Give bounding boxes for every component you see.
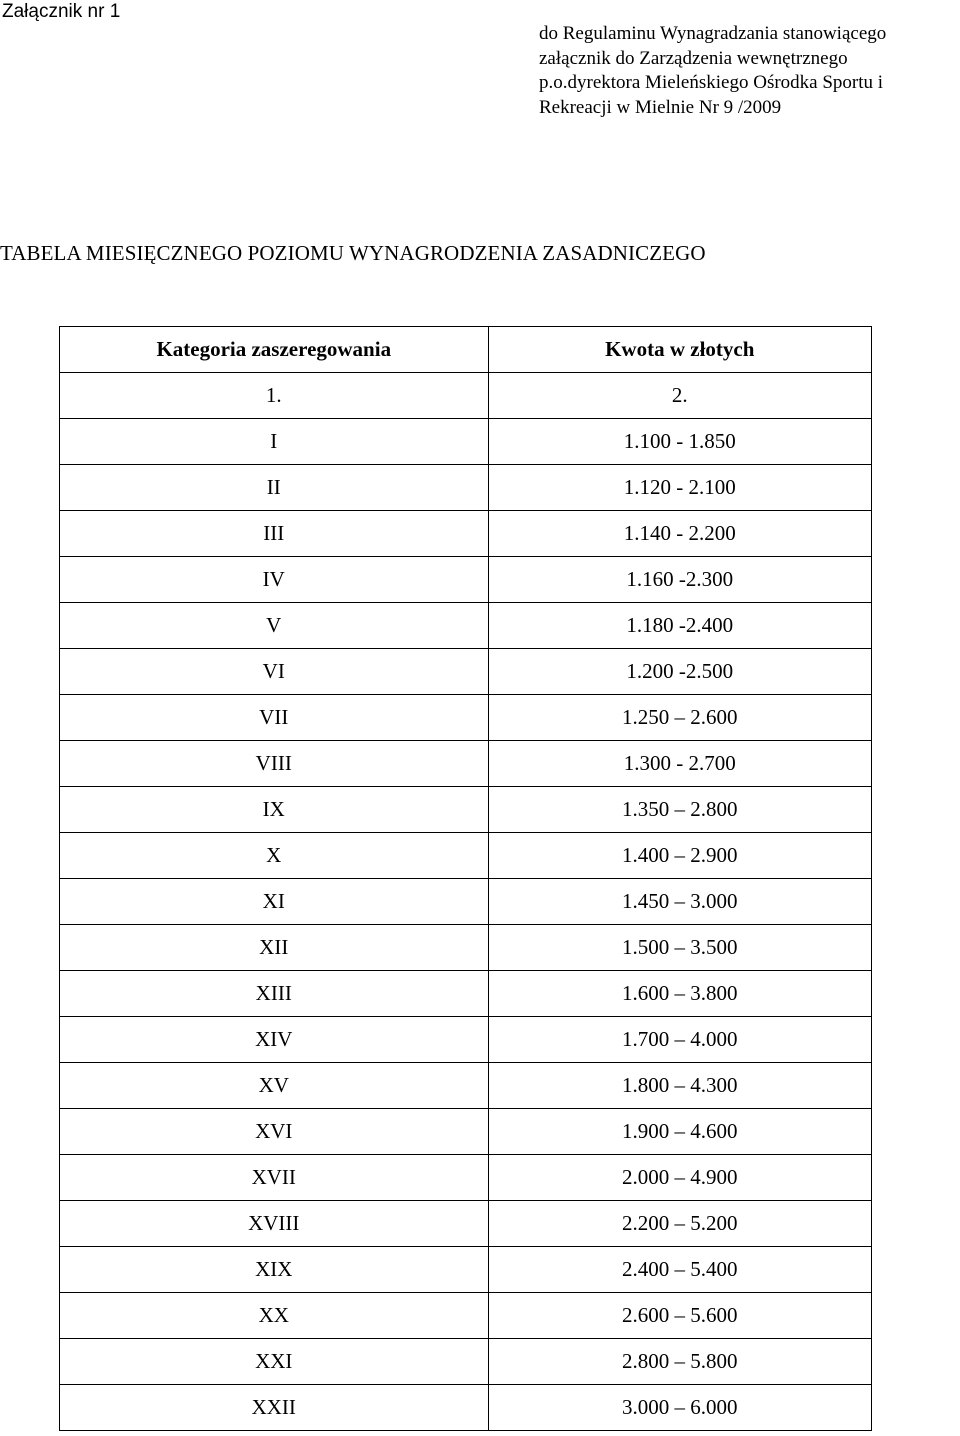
table-head [60, 327, 872, 419]
amount-range-cell: 2.600 – 5.600 [488, 1293, 871, 1339]
amount-range-cell: 1.350 – 2.800 [488, 787, 871, 833]
amount-range-cell: 3.000 – 6.000 [488, 1385, 871, 1431]
table-row [60, 1201, 872, 1247]
category-cell: XXI [60, 1339, 489, 1385]
table-row [60, 1063, 872, 1109]
category-cell: VIII [60, 741, 489, 787]
table-row [60, 1155, 872, 1201]
amount-column-number: 2. [488, 373, 871, 419]
amount-range-cell: 1.200 -2.500 [488, 649, 871, 695]
amount-range-cell: 2.800 – 5.800 [488, 1339, 871, 1385]
category-cell: XIII [60, 971, 489, 1017]
table-row [60, 1017, 872, 1063]
category-cell: I [60, 419, 489, 465]
amount-range-cell: 1.500 – 3.500 [488, 925, 871, 971]
table-row [60, 787, 872, 833]
category-cell: III [60, 511, 489, 557]
category-cell: XVI [60, 1109, 489, 1155]
table-row [60, 1339, 872, 1385]
amount-range-cell: 2.200 – 5.200 [488, 1201, 871, 1247]
table-row [60, 879, 872, 925]
amount-range-cell: 1.400 – 2.900 [488, 833, 871, 879]
table-body [60, 419, 872, 1431]
amount-range-cell: 1.900 – 4.600 [488, 1109, 871, 1155]
table-row [60, 925, 872, 971]
amount-range-cell: 1.180 -2.400 [488, 603, 871, 649]
table-title: TABELA MIESIĘCZNEGO POZIOMU WYNAGRODZENIA ZASADNICZEGO [0, 241, 706, 265]
table-row [60, 511, 872, 557]
reference-line: Rekreacji w Mielnie Nr 9 /2009 [539, 96, 782, 118]
amount-range-cell: 1.100 - 1.850 [488, 419, 871, 465]
column-number-row [60, 373, 872, 419]
category-cell: XV [60, 1063, 489, 1109]
category-cell: XI [60, 879, 489, 925]
reference-line: do Regulaminu Wynagradzania stanowiącego [539, 23, 887, 44]
amount-range-cell: 1.700 – 4.000 [488, 1017, 871, 1063]
category-cell: II [60, 465, 489, 511]
table-row [60, 649, 872, 695]
amount-range-cell: 1.160 -2.300 [488, 557, 871, 603]
table-row [60, 1293, 872, 1339]
category-cell: XIV [60, 1017, 489, 1063]
table-row [60, 695, 872, 741]
table-row [60, 465, 872, 511]
reference-line: załącznik do Zarządzenia wewnętrznego [539, 47, 848, 69]
amount-range-cell: 1.250 – 2.600 [488, 695, 871, 741]
category-cell: IX [60, 787, 489, 833]
amount-range-cell: 1.800 – 4.300 [488, 1063, 871, 1109]
category-cell: XVIII [60, 1201, 489, 1247]
amount-range-cell: 1.600 – 3.800 [488, 971, 871, 1017]
category-cell: XII [60, 925, 489, 971]
category-cell: V [60, 603, 489, 649]
category-cell: XVII [60, 1155, 489, 1201]
table-row [60, 1385, 872, 1431]
category-cell: VII [60, 695, 489, 741]
amount-column-header: Kwota w złotych [488, 327, 871, 373]
category-column-header: Kategoria zaszeregowania [60, 327, 489, 373]
category-cell: VI [60, 649, 489, 695]
table-row [60, 971, 872, 1017]
table-row [60, 1109, 872, 1155]
amount-range-cell: 2.000 – 4.900 [488, 1155, 871, 1201]
amount-range-cell: 2.400 – 5.400 [488, 1247, 871, 1293]
category-cell: XIX [60, 1247, 489, 1293]
amount-range-cell: 1.300 - 2.700 [488, 741, 871, 787]
table-row [60, 833, 872, 879]
category-cell: IV [60, 557, 489, 603]
table-row [60, 419, 872, 465]
salary-table [59, 326, 872, 1431]
amount-range-cell: 1.120 - 2.100 [488, 465, 871, 511]
category-cell: XXII [60, 1385, 489, 1431]
amount-range-cell: 1.140 - 2.200 [488, 511, 871, 557]
table-row [60, 557, 872, 603]
annex-label: Załącznik nr 1 [2, 1, 121, 22]
table-row [60, 603, 872, 649]
category-cell: XX [60, 1293, 489, 1339]
table-header-row [60, 327, 872, 373]
table-row [60, 1247, 872, 1293]
category-cell: X [60, 833, 489, 879]
amount-range-cell: 1.450 – 3.000 [488, 879, 871, 925]
category-column-number: 1. [60, 373, 489, 419]
reference-line: p.o.dyrektora Mieleńskiego Ośrodka Sportu i [539, 72, 884, 93]
table-row [60, 741, 872, 787]
regulation-reference [539, 22, 886, 120]
